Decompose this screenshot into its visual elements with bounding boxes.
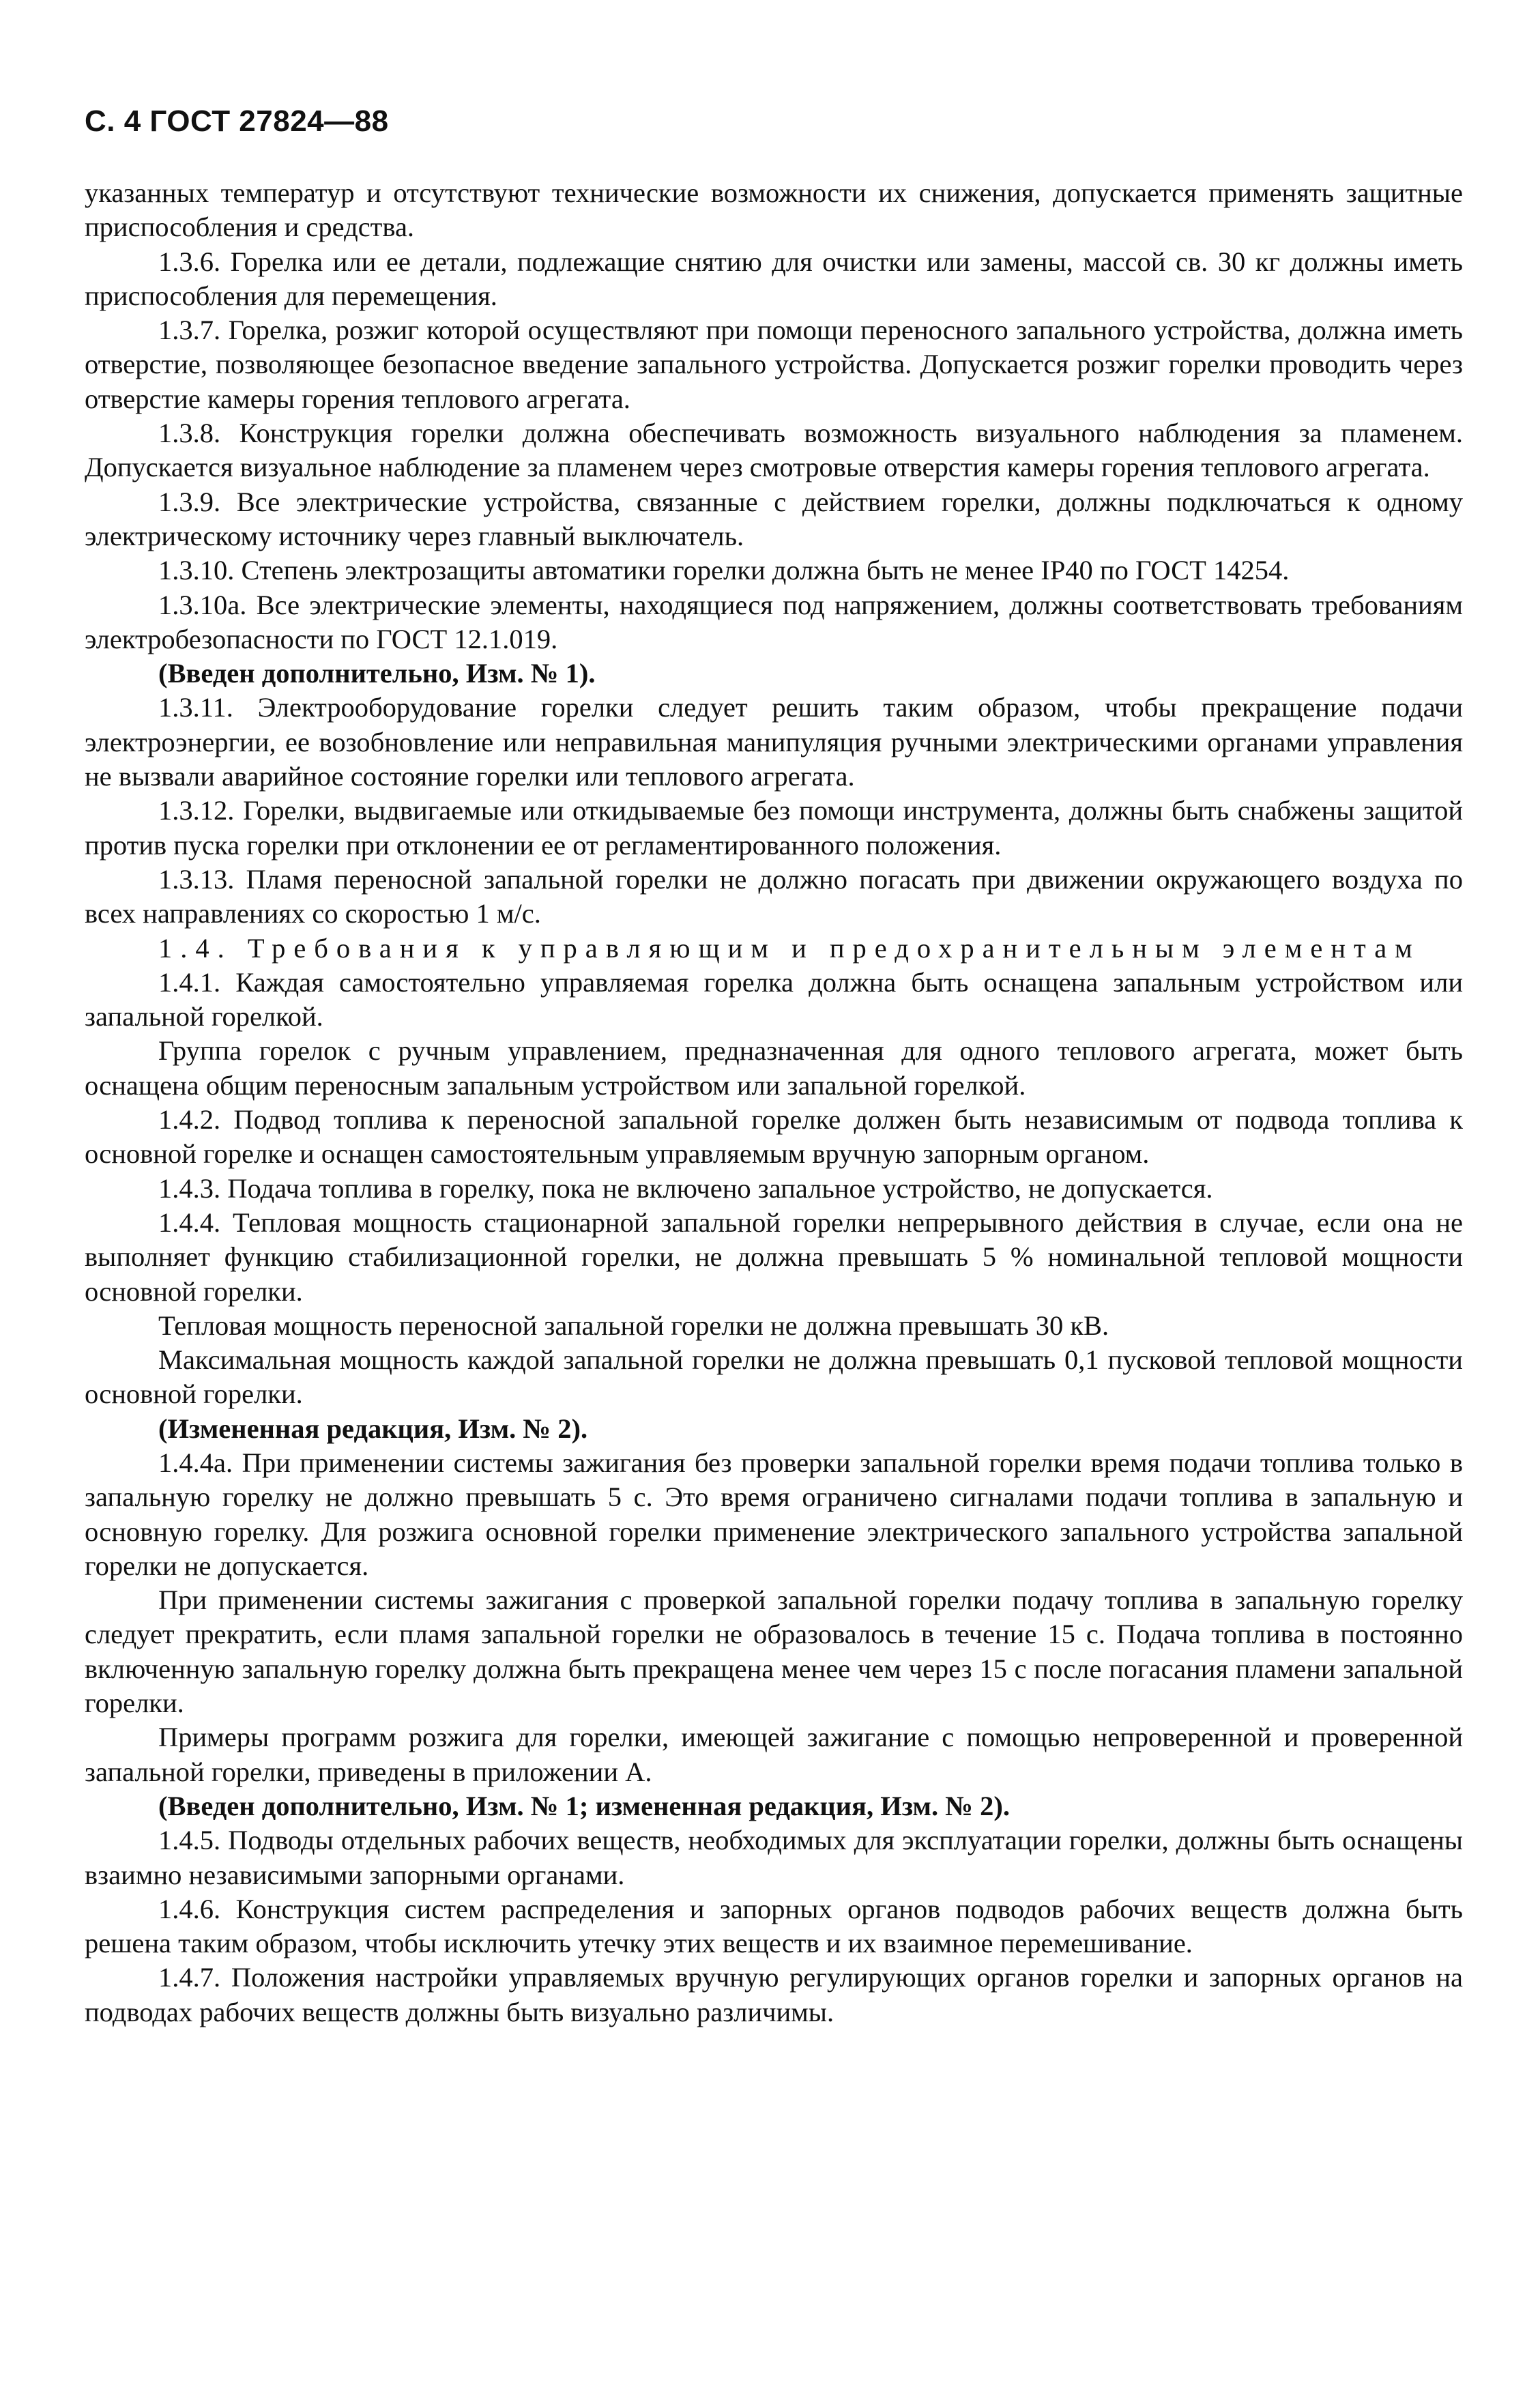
para-1-3-6: 1.3.6. Горелка или ее детали, подлежащие снятию для очистки или замены, массой св. 30 кг должны иметь приспособления для перемещения. — [85, 246, 1463, 311]
para-1-4-3: 1.4.3. Подача топлива в горелку, пока не включено запальное устройство, не допускается. — [158, 1172, 1213, 1204]
para-portable-power: Тепловая мощность переносной запальной горелки не должна превышать 30 кВ. — [158, 1310, 1109, 1341]
para-1-3-7: 1.3.7. Горелка, розжиг которой осуществляют при помощи переносного запального устройства, должна иметь отверстие, позволяющее безопасное введение запального устройства. Допускается розжиг горелки проводить через отверстие камеры горения теплового агрегата. — [85, 315, 1463, 414]
document-page — [85, 102, 1463, 2029]
para-max-power: Максимальная мощность каждой запальной горелки не должна превышать 0,1 пусковой тепловой мощности основной горелки. — [85, 1344, 1463, 1410]
para-1-3-12: 1.3.12. Горелки, выдвигаемые или откидываемые без помощи инструмента, должны быть снабжены защитой против пуска горелки при отклонении ее от регламентированного положения. — [85, 795, 1463, 861]
para-examples: Примеры программ розжига для горелки, имеющей зажигание с помощью непроверенной и проверенной запальной горелки, приведены в приложении А. — [85, 1722, 1463, 1787]
para-1-3-10: 1.3.10. Степень электрозащиты автоматики горелки должна быть не менее IP40 по ГОСТ 14254. — [158, 555, 1290, 586]
para-1-4-1: 1.4.1. Каждая самостоятельно управляемая горелка должна быть оснащена запальным устройством или запальной горелкой. — [85, 966, 1463, 1032]
para-1-3-9: 1.3.9. Все электрические устройства, связанные с действием горелки, должны подключаться к одному электрическому источнику через главный выключатель. — [85, 486, 1463, 551]
para-1-4-5: 1.4.5. Подводы отдельных рабочих веществ, необходимых для эксплуатации горелки, должны быть оснащены взаимно независимыми запорными органами. — [85, 1825, 1463, 1890]
para-group: Группа горелок с ручным управлением, предназначенная для одного теплового агрегата, может быть оснащена общим переносным запальным устройством или запальной горелкой. — [85, 1035, 1463, 1101]
para-1-3-11: 1.3.11. Электрооборудование горелки следует решить таким образом, чтобы прекращение подачи электроэнергии, ее возобновление или неправильная манипуляция ручными электрическими органами управления не вызвали аварийное состояние горелки или теплового агрегата. — [85, 692, 1463, 792]
para-1-4-4a: 1.4.4а. При применении системы зажигания без проверки запальной горелки время подачи топлива только в запальную горелку не должно превышать 5 с. Это время ограничено сигналами подачи топлива в запальную и основную горелку. Для розжига основной горелки применение электрического запального устройства запальной горелки не допускается. — [85, 1447, 1463, 1581]
amendment-note-2: (Измененная редакция, Изм. № 2). — [158, 1413, 588, 1444]
amendment-note-3: (Введен дополнительно, Изм. № 1; измененная редакция, Изм. № 2). — [158, 1790, 1010, 1821]
para-ignition-check: При применении системы зажигания с проверкой запальной горелки подачу топлива в запальную горелку следует прекратить, если пламя запальной горелки не образовалось в течение 15 с. Подача топлива в постоянно включенную запальную горелку должна быть прекращена менее чем через 15 с после погасания пламени запальной горелки. — [85, 1585, 1463, 1719]
page-header: С. 4 ГОСТ 27824—88 — [85, 104, 389, 138]
para-continuation: указанных температур и отсутствуют технические возможности их снижения, допускается применять защитные приспособления и средства. — [85, 177, 1463, 243]
para-1-3-8: 1.3.8. Конструкция горелки должна обеспечивать возможность визуального наблюдения за пламенем. Допускается визуальное наблюдение за пламенем через смотровые отверстия камеры горения теплового агрегата. — [85, 418, 1463, 483]
section-heading-1-4: 1.4. Требования к управляющим и предохранительным элементам — [158, 932, 1421, 964]
para-1-4-4: 1.4.4. Тепловая мощность стационарной запальной горелки непрерывного действия в случае, если она не выполняет функцию стабилизационной горелки, не должна превышать 5 % номинальной тепловой мощности основной горелки. — [85, 1206, 1463, 1307]
para-1-3-10a: 1.3.10а. Все электрические элементы, находящиеся под напряжением, должны соответствовать требованиям электробезопасности по ГОСТ 12.1.019. — [85, 589, 1463, 654]
amendment-note-1: (Введен дополнительно, Изм. № 1). — [158, 658, 596, 689]
para-1-4-7: 1.4.7. Положения настройки управляемых вручную регулирующих органов горелки и запорных органов на подводах рабочих веществ должны быть визуально различимы. — [85, 1962, 1463, 2027]
para-1-4-6: 1.4.6. Конструкция систем распределения и запорных органов подводов рабочих веществ должна быть решена таким образом, чтобы исключить утечку этих веществ и их взаимное перемешивание. — [85, 1893, 1463, 1959]
para-1-3-13: 1.3.13. Пламя переносной запальной горелки не должно погасать при движении окружающего воздуха по всех направлениях со скоростью 1 м/с. — [85, 863, 1463, 929]
para-1-4-2: 1.4.2. Подвод топлива к переносной запальной горелке должен быть независимым от подвода топлива к основной горелке и оснащен самостоятельным управляемым вручную запорным органом. — [85, 1104, 1463, 1170]
